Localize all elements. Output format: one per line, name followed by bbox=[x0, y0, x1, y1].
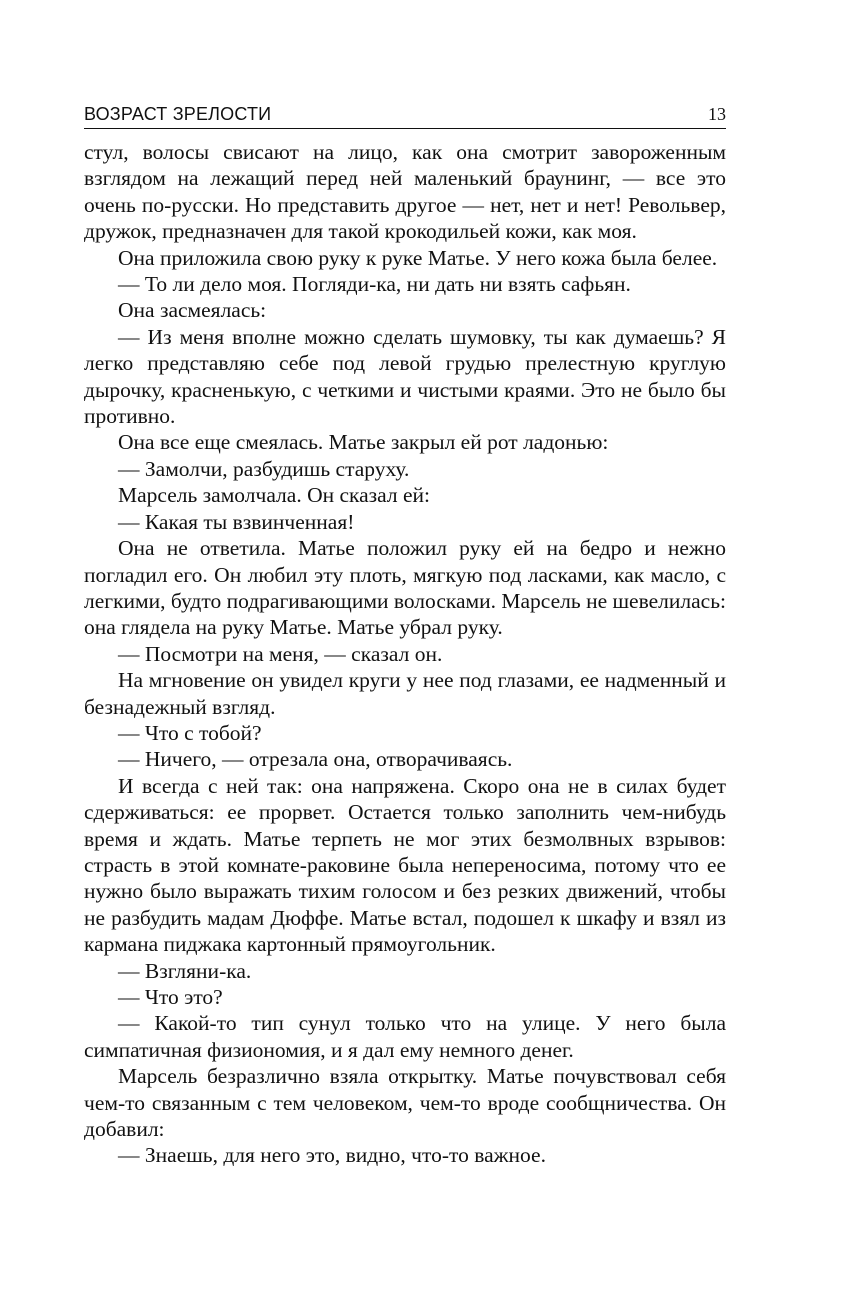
paragraph: — Что с тобой? bbox=[118, 720, 262, 745]
paragraph: — То ли дело моя. Погляди-ка, ни дать ни взять сафьян. bbox=[118, 272, 631, 297]
paragraph: — Замолчи, разбудишь старуху. bbox=[118, 456, 410, 481]
paragraph: — Взгляни-ка. bbox=[118, 958, 252, 983]
body-text bbox=[84, 139, 726, 1169]
running-title: ВОЗРАСТ ЗРЕЛОСТИ bbox=[84, 104, 272, 124]
running-header bbox=[84, 98, 726, 129]
paragraph: — Посмотри на меня, — сказал он. bbox=[118, 641, 443, 666]
paragraph: Марсель замолчала. Он сказал ей: bbox=[118, 483, 431, 508]
paragraph: Марсель безразлично взяла открытку. Матье почувствовал себя чем-то связанным с тем человеком, чем-то вроде сообщничества. Он добавил: bbox=[84, 1064, 726, 1142]
paragraph: — Ничего, — отрезала она, отворачиваясь. bbox=[118, 747, 513, 772]
paragraph: Она приложила свою руку к руке Матье. У него кожа была белее. bbox=[118, 245, 718, 270]
paragraph: — Какая ты взвинченная! bbox=[118, 509, 355, 534]
paragraph: На мгновение он увидел круги у нее под глазами, ее надменный и безнадежный взгляд. bbox=[84, 668, 726, 719]
page-number: 13 bbox=[708, 104, 726, 124]
paragraph: — Что это? bbox=[118, 985, 223, 1009]
paragraph: Она засмеялась: bbox=[118, 298, 267, 323]
paragraph: стул, волосы свисают на лицо, как она смотрит завороженным взглядом на лежащий перед ней маленький браунинг, — все это очень по-русски. Но представить другое — нет, нет и нет! Револьвер, дружок, предназначен для такой крокодильей кожи, как моя. bbox=[84, 140, 726, 244]
book-page bbox=[84, 98, 726, 1169]
paragraph: — Знаешь, для него это, видно, что-то важное. bbox=[118, 1143, 546, 1168]
paragraph: — Из меня вполне можно сделать шумовку, ты как думаешь? Я легко представляю себе под левой грудью прелестную круглую дырочку, красненькую, с четкими и чистыми краями. Это не было бы противно. bbox=[84, 324, 726, 429]
paragraph: — Какой-то тип сунул только что на улице. У него была симпатичная физиономия, и я дал ему немного денег. bbox=[84, 1011, 726, 1062]
paragraph: И всегда с ней так: она напряжена. Скоро она не в силах будет сдерживаться: ее прорвет. Остается только заполнить чем-нибудь время и ждать. Матье терпеть не мог этих безмолвных взрывов: страсть в этой комнате-раковине была непереносима, потому что ее нужно было выражать тихим голосом и без резких движений, чтобы не разбудить мадам Дюффе. Матье встал, подошел к шкафу и взял из кармана пиджака картонный прямоугольник. bbox=[84, 773, 726, 957]
paragraph: Она все еще смеялась. Матье закрыл ей рот ладонью: bbox=[118, 430, 609, 455]
paragraph: Она не ответила. Матье положил руку ей на бедро и нежно погладил его. Он любил эту плоть, мягкую под ласками, как масло, с легкими, будто подрагивающими волосками. Марсель не шевелилась: она глядела на руку Матье. Матье убрал руку. bbox=[84, 536, 726, 640]
